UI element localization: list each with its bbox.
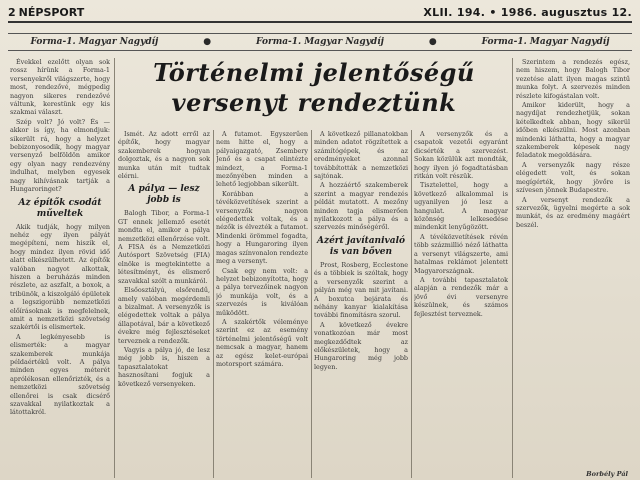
paragraph: Elsőosztályú, elsőrendű, amely valóban megérdemli a bizalmat. A versenyzők is elégedettek voltak a pálya állapotával, bár a következő évekre még fejlesztéseket terveznek a rendezők.	[118, 286, 210, 345]
paragraph: Korábban a tévéközvetítések szerint a versenyzők nagyon elégedettek voltak, és a nézők is élvezték a futamot. Mindenki örömmel fogadta, hogy a Hungaroring ilyen magas színvonalon rendezte meg a versenyt.	[216, 189, 308, 266]
subheading: Azért javítanivaló is van bőven	[316, 235, 406, 257]
banner-rule-top	[8, 33, 632, 34]
page-number: 2	[8, 5, 16, 19]
banner-item: Forma-1. Magyar Nagydíj	[30, 37, 159, 47]
paragraph: Akik tudják, hogy milyen nehéz egy ilyen pályát megépíteni, nem hiszik el, hogy mindez ilyen rövid idő alatt elkészülhetett. Az építők valóban nagyot alkottak, hiszen a beruházás minden részlete, az aszfalt, a boxok, a tribünök, a kiszolgáló épületek a legszigorúbb nemzetközi előírásoknak is megfelelnek, amit a nemzetközi szövetség szakértői is elismertek.	[10, 222, 110, 332]
headline-line-1: Történelmi jelentőségű	[153, 58, 475, 87]
paragraph: Vagyis a pálya jó, de lesz még jobb is, hiszen a tapasztalatokat hasznosítani fogjuk a következő versenyeken.	[118, 345, 210, 388]
paragraph: Amikor kiderült, hogy a nagydíjat rendezhetjük, sokan kételkedtek abban, hogy sikerül időben elkészülni. Most azonban mindenki láthatta, hogy a magyar szakemberek képesek nagy feladatok megoldására.	[516, 101, 630, 160]
paragraph: A következő pillanatokban minden adatot rögzítettek a számítógépek, és az eredményeket azonnal továbbították a nemzetközi sajtónak.	[314, 130, 408, 181]
article-column-5	[414, 130, 508, 478]
article-column-2	[118, 130, 210, 478]
subheading: A pálya — lesz jobb is	[128, 184, 200, 206]
paragraph: Csak egy nem volt: a helyzet bebizonyította, hogy a pálya tervezőinek nagyon jó munkája volt, és a szervezés is kiválóan működött.	[216, 266, 308, 317]
banner-dot: ●	[203, 37, 212, 47]
paragraph: Tisztelettel, hogy a következő alkalommal is ugyanilyen jó lesz a hangulat. A magyar közönség lelkesedése mindenkit lenyűgözött.	[414, 181, 508, 232]
masthead-left	[8, 6, 84, 19]
banner-item: Forma-1. Magyar Nagydíj	[256, 37, 384, 47]
paragraph: A legkényesebb is elismerték: a magyar szakemberek munkája példaértékű volt. A pálya minden egyes méterét aprólékosan ellenőrizték, és a nemzetközi szövetség ellenőrei is csak dicsérő szavakkal nyilatkoztak a látottakról.	[10, 332, 110, 417]
column-divider	[213, 130, 214, 478]
paragraph: A versenyzők és a csapatok vezetői egyaránt dicsérték a szervezést. Sokan közülük azt mondták, hogy ilyen jó fogadtatásban ritkán volt részük.	[414, 130, 508, 181]
article-column-3	[216, 130, 308, 478]
headline-line-2: versenyt rendeztünk	[171, 88, 457, 117]
issue-info: XLII. 194. • 1986. augusztus 12.	[423, 5, 632, 19]
author-signature: Borbély Pál	[586, 470, 628, 478]
column-divider	[311, 130, 312, 478]
column-divider	[512, 58, 513, 478]
paragraph: A tévéközvetítések révén több százmillió néző láthatta a versenyt világszerte, ami hatalmas reklámot jelentett Magyarországnak.	[414, 232, 508, 275]
banner-item: Forma-1. Magyar Nagydíj	[481, 37, 610, 47]
masthead-rule	[8, 21, 632, 23]
column-divider	[114, 58, 115, 478]
paragraph: A hozzáértő szakemberek szerint a magyar rendezés példát mutatott. A mezőny minden tagja elismerően nyilatkozott a pálya és a szervezés minőségéről.	[314, 181, 408, 232]
article-column-4	[314, 130, 408, 478]
masthead	[8, 4, 632, 20]
headline	[118, 58, 510, 118]
paragraph: Prost, Rosberg, Ecclestone és a többiek is szóltak, hogy a versenyzők szerint a pályán még van mit javítani. A boxutca bejárata és néhány kanyar kialakítása további finomításra szorul.	[314, 260, 408, 320]
article-column-1	[10, 58, 110, 478]
subheading: Az építők csodát műveltek	[18, 197, 102, 219]
section-banner	[8, 35, 632, 49]
paper-name: NÉPSPORT	[18, 5, 85, 19]
paragraph: A következő évekre vonatkozóan már most megkezdődtek az előkészületek, hogy a Hungaroring még jobb legyen.	[314, 320, 408, 371]
column-divider	[411, 130, 412, 478]
banner-rule-bottom	[8, 50, 632, 51]
banner-dot: ●	[428, 37, 437, 47]
paragraph: Balogh Tibor, a Forma-1 GT ennek jellemző esetét mondta el, amikor a pálya nemzetközi ellenőrzése volt. A FISA és a Nemzetközi Autósport Szövetség (FIA) elnöke is megtekintette a létesítményt, és elismerő szavakkal szólt a munkáról.	[118, 209, 210, 285]
paragraph: Szép volt? Jó volt? És — akkor is így, ha elmondjuk: sikerült rá, hogy a helyzet bebizonyosodik, hogy magyar versenyző belföldön amikor egy olyan nagy rendezvény indulhat, melyben egyesek nagy kihívásnak tartják a Hungaroringet?	[10, 117, 110, 194]
paragraph: A versenyt rendezők a szervezők, ügyelni megérte a sok munkát, és az eredmény magáért beszél.	[516, 195, 630, 229]
paragraph: A további tapasztalatok alapján a rendezők már a jövő évi versenyre készülnek, és számos fejlesztést terveznek.	[414, 275, 508, 318]
paragraph: A futamot. Egyszerűen nem hitte el, hogy a pályaigazgató, Zsembery Jenő és a csapat elintézte mindezt, a Forma-1 mezőnyében minden a lehető legjobban sikerült.	[216, 130, 308, 189]
paragraph: Szerintem a rendezés egész, nem hiszem, hogy Balogh Tibor vezetése alatt ilyen magas szintű munka folyt. A szervezés minden részlete kifogástalan volt.	[516, 58, 630, 100]
paragraph: A szakértők véleménye szerint ez az esemény történelmi jelentőségű volt nemcsak a magyar, hanem az egész kelet-európai motorsport számára.	[216, 317, 308, 368]
paragraph: Évekkel ezelőtt olyan sok rossz hírünk a Forma-1 versenyekről világszerte, hogy most, rendezővé, mégpedig nagyon sikeres rendezővé váltunk, kerestünk egy kis szakmai választ.	[10, 58, 110, 117]
paragraph: Ismét. Az adott erről az építők, hogy magyar szakemberek hogyan dolgoztak, és a nagyon sok munka után mit tudtak elérni.	[118, 130, 210, 181]
article-column-6	[516, 58, 630, 466]
paragraph: A versenyzők nagy része elégedett volt, és sokan megígérték, hogy jövőre is szívesen jönnek Budapestre.	[516, 160, 630, 195]
